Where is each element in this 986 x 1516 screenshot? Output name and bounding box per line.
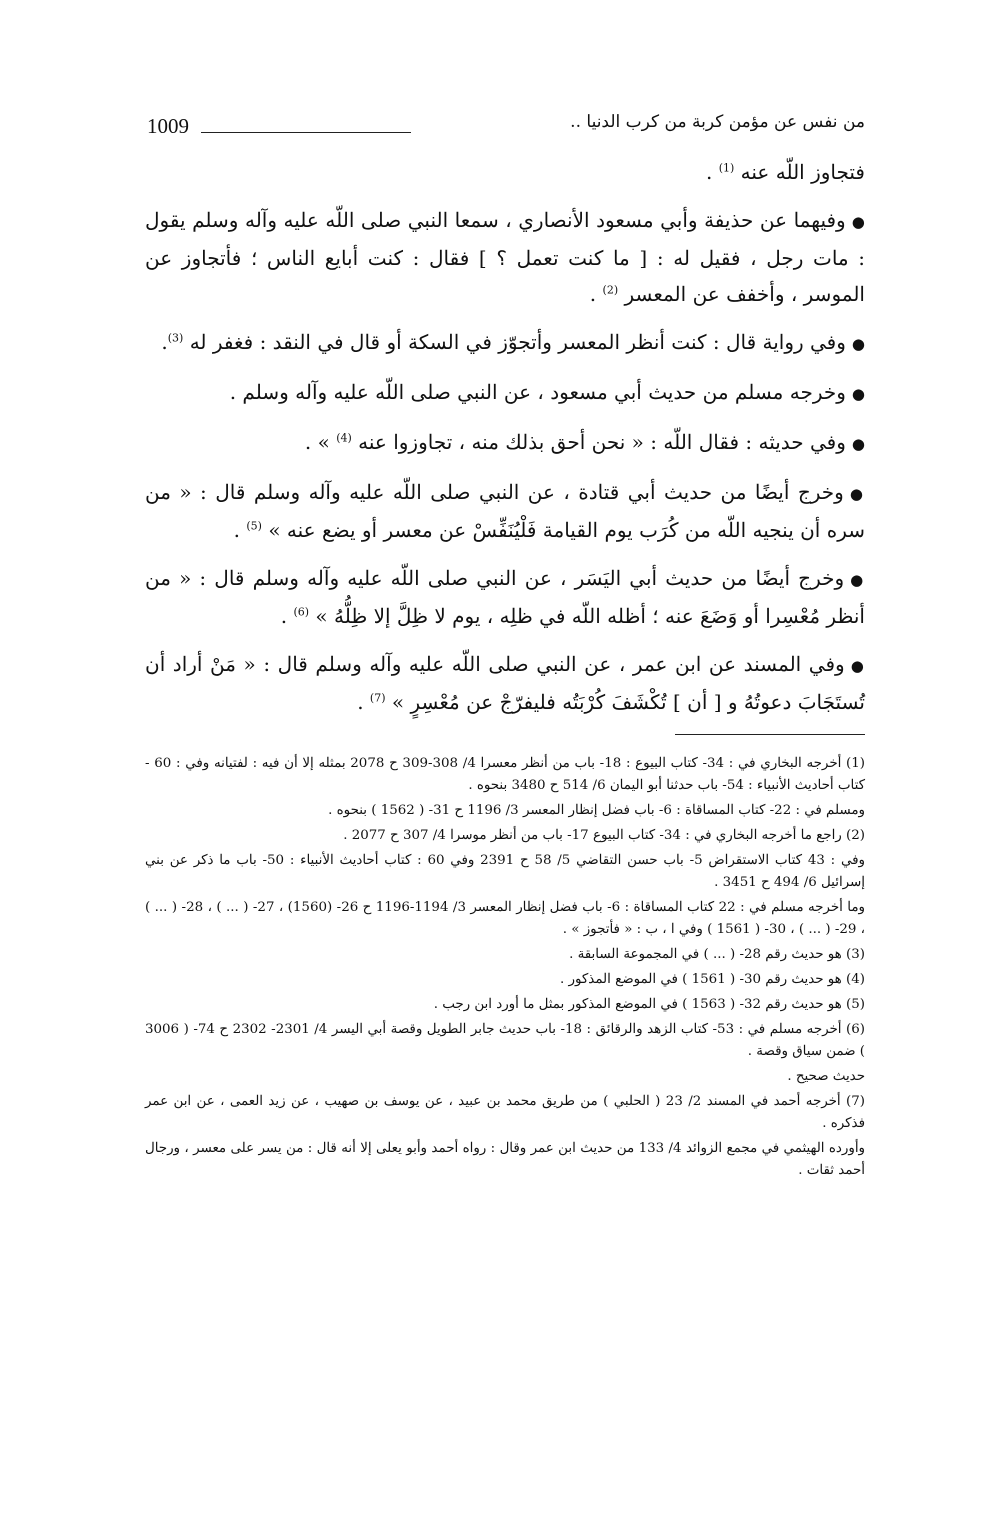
footnote-separator — [675, 734, 865, 735]
page-number: 1009 — [147, 114, 189, 138]
bullet-icon: ● — [851, 385, 865, 403]
paragraph-tail: . — [161, 330, 168, 354]
footnote: وما أخرجه مسلم في : 22 كتاب المساقاة : 6- باب فضل إنظار المعسر 3/ 1194-1196 ح 26- (1560) ، 27- ( ... ) ، 28- ( ... ) ، 29- ( ... ) ، 30- ( 1561 ) وفي ا ، ب : « فأتجوز » . — [145, 900, 865, 937]
page-header — [145, 108, 865, 144]
bullet-icon: ● — [851, 335, 865, 353]
footnote: وأورده الهيثمي في مجمع الزوائد 4/ 133 من حديث ابن عمر وقال : رواه أحمد وأبو يعلى إلا أنه قال : من يسر على معسر ، ورجال أحمد ثقات . — [145, 1141, 866, 1178]
footnote: (4) هو حديث رقم 30- ( 1561 ) في الموضع المذكور . — [560, 972, 865, 987]
main-paragraph — [145, 374, 865, 412]
footnote: وفي : 43 كتاب الاستقراض 5- باب حسن التقاضي 5/ 58 ح 2391 وفي 60 : كتاب أحاديث الأنبياء : 50- باب ما ذكر عن بني إسرائيل 6/ 494 ح 3451 . — [145, 853, 866, 890]
footnote-ref: (2) — [602, 283, 619, 297]
main-paragraph — [145, 154, 865, 190]
main-paragraph — [145, 474, 865, 548]
footnote: (7) أخرجه أحمد في المسند 2/ 23 ( الحلبي ) من طريق محمد بن عبيد ، عن يوسف بن صهيب ، عن زيد العمى ، عن ابن عمر فذكره . — [145, 1094, 865, 1131]
main-paragraph — [145, 202, 865, 312]
header-rule — [201, 132, 411, 133]
paragraph-text: وفي رواية قال : كنت أنظر المعسر وأتجوّز في السكة أو قال في النقد : فغفر له — [189, 330, 846, 354]
footnote: (5) هو حديث رقم 32- ( 1563 ) في الموضع المذكور بمثل ما أورد ابن رجب . — [433, 997, 865, 1012]
bullet-icon: ● — [850, 571, 865, 589]
footnote: (3) هو حديث رقم 28- ( ... ) في المجموعة السابقة . — [569, 947, 865, 962]
main-paragraph — [145, 324, 865, 362]
running-title: من نفس عن مؤمن كربة من كرب الدنيا .. — [570, 112, 865, 132]
footnotes — [145, 753, 865, 1182]
paragraph-text: وخرجه مسلم من حديث أبي مسعود ، عن النبي صلى اللّه عليه وآله وسلم . — [229, 380, 846, 404]
paragraph-text: وخرج أيضًا من حديث أبي قتادة ، عن النبي صلى اللّه عليه وآله وسلم قال : « من سره أن ينجيه اللّه من كُرَب يوم القيامة فَلْيُنَفِّسْ عن معسر أو يضع عنه » — [145, 480, 865, 542]
paragraph-text: فتجاوز اللّه عنه — [740, 160, 865, 184]
paragraph-tail: . — [280, 604, 294, 628]
paragraph-tail: . — [706, 160, 719, 184]
book-page — [145, 108, 865, 1185]
footnote: (1) أخرجه البخاري في : 34- كتاب البيوع : 18- باب من أنظر معسرا 4/ 308-309 ح 2078 بمثله إلا أن فيه : لفتيانه وفي : 60 - كتاب أحاديث الأنبياء : 54- باب حدثنا أبو اليمان 6/ 514 ح 3480 بنحوه . — [145, 756, 866, 793]
footnote-ref: (6) — [293, 605, 310, 619]
bullet-icon: ● — [849, 485, 865, 503]
paragraph-text: وخرج أيضًا من حديث أبي اليَسَر ، عن النبي صلى اللّه عليه وآله وسلم قال : « من أنظر مُعْسِرا أو وَضَعَ عنه ؛ أظله اللّه في ظلِه ، يوم لا ظِلَّ إلا ظِلُّهُ » — [145, 566, 865, 628]
footnote: حديث صحيح . — [787, 1069, 865, 1084]
paragraph-text: وفي المسند عن ابن عمر ، عن النبي صلى اللّه عليه وآله وسلم قال : « مَنْ أراد أن تُستَجَابَ دعوتُهُ و [ أن ] تُكْشَفَ كُرْبَتُه فليفرّجْ عن مُعْسِرٍ » — [145, 652, 865, 714]
footnote-ref: (5) — [246, 519, 262, 533]
footnote: ومسلم في : 22- كتاب المساقاة : 6- باب فضل إنظار المعسر 3/ 1196 ح 31- ( 1562 ) بنحوه . — [328, 803, 865, 818]
bullet-icon: ● — [850, 657, 866, 675]
paragraph-tail: » . — [304, 430, 337, 454]
footnote-ref: (4) — [336, 431, 352, 445]
footnote-ref: (1) — [718, 161, 735, 175]
paragraph-text: وفيهما عن حذيفة وأبي مسعود الأنصاري ، سمعا النبي صلى اللّه عليه وآله وسلم يقول : مات رجل ، فقيل له : [ ما كنت تعمل ؟ ] فقال : كنت أبايع الناس ؛ فأتجاوز عن الموسر ، وأخفف عن المعسر — [145, 208, 865, 306]
footnote: (6) أخرجه مسلم في : 53- كتاب الزهد والرقائق : 18- باب حديث جابر الطويل وقصة أبي اليسر 4/ 2301- 2302 ح 74- ( 3006 ) ضمن سياق وقصة . — [145, 1022, 866, 1059]
main-paragraph — [145, 646, 865, 720]
paragraph-tail: . — [357, 690, 370, 714]
main-text — [145, 154, 865, 720]
bullet-icon: ● — [851, 213, 865, 231]
bullet-icon: ● — [851, 435, 865, 453]
main-paragraph — [145, 424, 865, 462]
footnote-ref: (3) — [167, 331, 184, 345]
paragraph-text: وفي حديثه : فقال اللّه : « نحن أحق بذلك منه ، تجاوزوا عنه — [358, 430, 846, 454]
paragraph-tail: . — [233, 518, 247, 542]
paragraph-tail: . — [589, 282, 603, 306]
main-paragraph — [145, 560, 865, 634]
footnote: (2) راجع ما أخرجه البخاري في : 34- كتاب البيوع 17- باب من أنظر موسرا 4/ 307 ح 2077 . — [343, 828, 865, 843]
footnote-ref: (7) — [369, 691, 386, 705]
